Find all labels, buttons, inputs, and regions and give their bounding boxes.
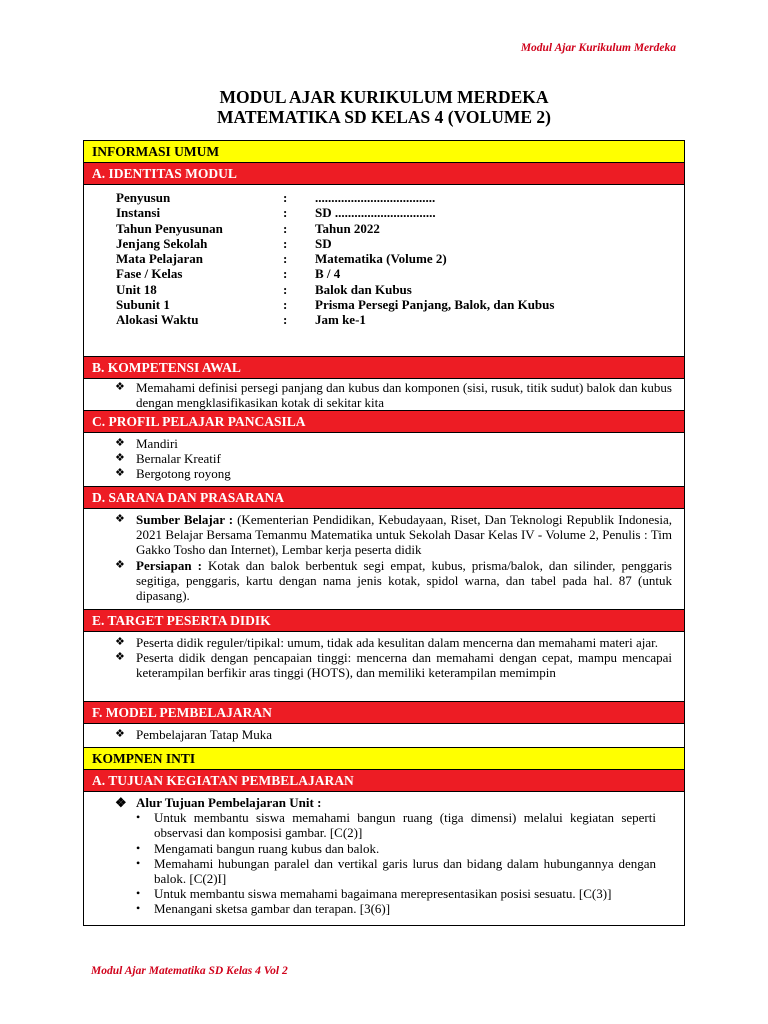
identitas-key: Instansi	[116, 205, 161, 221]
identitas-row	[116, 266, 554, 281]
list-item	[84, 841, 684, 856]
sarana-prasarana-section	[84, 509, 684, 610]
identitas-value: Prisma Persegi Panjang, Balok, dan Kubus	[315, 297, 555, 313]
identitas-row	[116, 236, 554, 251]
list-item-text: Mandiri	[136, 436, 178, 451]
bullet-icon: •	[136, 810, 141, 825]
diamond-bullet-icon: ❖	[115, 651, 125, 664]
target-peserta-section	[84, 632, 684, 702]
profil-pelajar-heading: C. PROFIL PELAJAR PANCASILA	[84, 411, 684, 433]
list-item-text: Menangani sketsa gambar dan terapan. [3(6)]	[154, 901, 391, 917]
list-item	[84, 380, 684, 410]
list-item-text: Peserta didik dengan pencapaian tinggi: mencerna dan memahami dengan cepat, mampu mencapai keterampilan berfikir aras tinggi (HOTS), dan memiliki keterampilan memimpin	[136, 650, 672, 681]
list-item-text: Bergotong royong	[136, 466, 231, 482]
identitas-modul-heading: A. IDENTITAS MODUL	[84, 163, 684, 185]
kompetensi-awal-section	[84, 379, 684, 411]
identitas-row	[116, 251, 554, 266]
identitas-key: Fase / Kelas	[116, 266, 183, 282]
bullet-icon: •	[136, 855, 141, 870]
list-item	[84, 466, 684, 481]
identitas-key: Alokasi Waktu	[116, 312, 199, 328]
identitas-row	[116, 190, 554, 205]
identitas-key: Mata Pelajaran	[116, 251, 204, 267]
identitas-sep: :	[283, 312, 288, 328]
profil-pelajar-section	[84, 433, 684, 487]
identitas-row	[116, 297, 554, 312]
diamond-bullet-icon: ❖	[115, 467, 125, 480]
list-item-text: Memahami hubungan paralel dan vertikal garis lurus dan bidang dalam hubungannya dengan balok. [C(2)I]	[154, 855, 656, 887]
identitas-value: Balok dan Kubus	[315, 281, 412, 297]
identitas-row	[116, 221, 554, 236]
list-item-text: (Kementerian Pendidikan, Kebudayaan, Riset, Dan Teknologi Republik Indonesia, 2021 Belajar Bersama Temanmu Matematika untuk Sekolah Dasar Kelas IV - Volume 2, Penulis : Tim Gakko Tosho dan Internet), Lembar kerja peserta didik	[136, 512, 672, 558]
identitas-sep: :	[283, 251, 288, 267]
tujuan-kegiatan-section	[84, 792, 684, 917]
identitas-key: Penyusun	[116, 190, 171, 205]
identitas-sep: :	[283, 235, 288, 251]
identitas-key: Subunit 1	[116, 297, 170, 313]
kompetensi-awal-heading: B. KOMPETENSI AWAL	[84, 357, 684, 379]
list-item-text: Untuk membantu siswa memahami bangun ruang (tiga dimensi) melalui kegiatan seperti observasi dan komposisi gambar. [C(2)]	[154, 810, 656, 841]
list-item-text: Memahami definisi persegi panjang dan kubus dan komponen (sisi, rusuk, titik sudut) balok dan kubus dengan mengklasifikasikan kotak di sekitar kita	[136, 380, 672, 411]
identitas-key: Tahun Penyusunan	[116, 220, 223, 236]
diamond-bullet-icon: ❖	[115, 452, 125, 465]
identitas-value: SD	[315, 235, 332, 251]
document-title	[0, 87, 768, 127]
page-footer: Modul Ajar Matematika SD Kelas 4 Vol 2	[91, 965, 288, 977]
list-item	[84, 810, 684, 840]
page-header: Modul Ajar Kurikulum Merdeka	[520, 42, 676, 54]
identitas-value: Tahun 2022	[315, 220, 380, 236]
diamond-bullet-icon: ❖	[115, 558, 125, 571]
identitas-row	[116, 282, 554, 297]
identitas-key: Jenjang Sekolah	[116, 235, 208, 251]
target-peserta-heading: E. TARGET PESERTA DIDIK	[84, 610, 684, 632]
list-item	[84, 650, 684, 680]
list-item-text: Kotak dan balok berbentuk segi empat, kubus, prisma/balok, dan silinder, penggaris segitiga, penggaris, kartu dengan nama jenis kotak, spidol warna, dan tabel pada hal. 87 (untuk dipasang).	[136, 557, 672, 604]
diamond-bullet-icon: ❖	[115, 381, 125, 393]
diamond-bullet-icon: ❖	[115, 728, 125, 740]
identitas-modul-section	[84, 185, 684, 357]
identitas-value: Jam ke-1	[315, 312, 366, 328]
identitas-key: Unit 18	[116, 281, 157, 297]
bullet-icon: •	[136, 886, 141, 901]
list-item-label: Sumber Belajar :	[136, 512, 234, 527]
list-item	[84, 558, 684, 604]
identitas-value: SD ...............................	[315, 205, 436, 221]
identitas-row	[116, 312, 554, 327]
list-item	[84, 727, 684, 742]
bullet-icon: •	[136, 840, 141, 855]
list-item	[84, 901, 684, 916]
bullet-icon: •	[136, 901, 141, 916]
identitas-value: Matematika (Volume 2)	[315, 251, 447, 267]
list-item-text: Peserta didik reguler/tipikal: umum, tidak ada kesulitan dalam mencerna dan memahami materi ajar.	[136, 635, 658, 650]
diamond-bullet-icon: ❖	[115, 437, 125, 449]
identitas-value: B / 4	[315, 266, 341, 282]
diamond-bullet-icon: ❖	[115, 513, 125, 525]
list-item-label: Alur Tujuan Pembelajaran Unit :	[136, 795, 322, 810]
identitas-value: .....................................	[315, 190, 436, 205]
list-item-text: Untuk membantu siswa memahami bagaimana merepresentasikan posisi sesuatu. [C(3)]	[154, 886, 612, 902]
list-item	[84, 856, 684, 886]
list-item	[84, 512, 684, 558]
module-table	[83, 140, 685, 926]
komponen-inti-bar: KOMPNEN INTI	[84, 748, 684, 770]
identitas-sep: :	[283, 190, 288, 205]
title-line-1: MODUL AJAR KURIKULUM MERDEKA	[219, 87, 549, 107]
identitas-sep: :	[283, 220, 288, 236]
identitas-row	[116, 205, 554, 220]
model-pembelajaran-heading: F. MODEL PEMBELAJARAN	[84, 702, 684, 724]
model-pembelajaran-section	[84, 724, 684, 748]
list-item	[84, 635, 684, 650]
tujuan-kegiatan-heading: A. TUJUAN KEGIATAN PEMBELAJARAN	[84, 770, 684, 792]
list-item	[84, 795, 684, 810]
list-item	[84, 451, 684, 466]
sarana-prasarana-heading: D. SARANA DAN PRASARANA	[84, 487, 684, 509]
diamond-bullet-icon: ❖	[115, 636, 125, 648]
identitas-table	[116, 190, 554, 328]
diamond-bullet-icon: ❖	[115, 795, 127, 810]
identitas-sep: :	[283, 281, 288, 297]
title-line-2: MATEMATIKA SD KELAS 4 (VOLUME 2)	[217, 107, 551, 127]
list-item	[84, 436, 684, 451]
list-item-text: Bernalar Kreatif	[136, 451, 221, 467]
list-item-text: Mengamati bangun ruang kubus dan balok.	[154, 840, 380, 856]
list-item-label: Persiapan :	[136, 557, 202, 573]
identitas-sep: :	[283, 266, 288, 282]
list-item	[84, 886, 684, 901]
identitas-sep: :	[283, 297, 288, 313]
identitas-sep: :	[283, 205, 288, 221]
informasi-umum-bar: INFORMASI UMUM	[84, 141, 684, 163]
list-item-text: Pembelajaran Tatap Muka	[136, 727, 273, 742]
